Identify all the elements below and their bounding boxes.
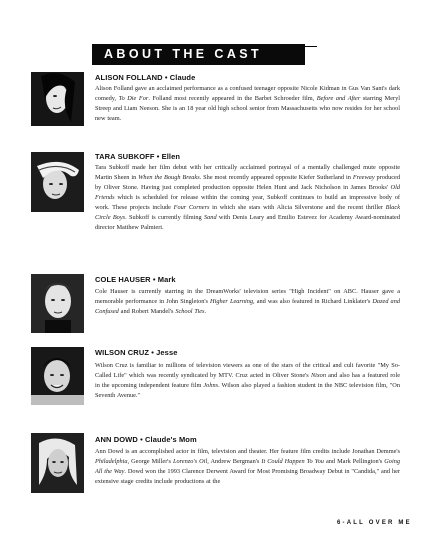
actor-bio [95,361,400,401]
bio-text: in which she stars with Alicia Silverstone and the recent thriller [209,204,386,211]
actor-bio [95,287,400,317]
name-separator: • [152,275,156,284]
bio-title: Sand [204,214,217,221]
headshot-photo [31,347,84,405]
actor-bio [95,447,400,487]
bio-title: Johns [203,382,219,389]
bio-title: Going All the Way [95,458,400,475]
bio-text: . Dowd won the 1993 Clarence Derwent Award for Most Promising Broadway Debut in "Candida," and her extensive stage credits include productions at the [95,468,400,485]
bio-title: Nixon [310,372,326,379]
actor-name: ANN DOWD [95,435,138,444]
character-name: Claude's Mom [145,435,197,444]
character-name: Ellen [161,152,181,161]
bio-text: produced by Oliver Stone. Having just completed production opposite Helen Hunt and Jack Nicholson in James Brooks' [95,174,400,191]
bio-text: , and was also featured in Richard Linklater's [253,298,373,305]
name-separator: • [151,348,154,357]
bio-text: starring Meryl Streep and Liam Neeson. She is an 18 year old high school senior from Massachusetts who now resides for her school new team. [95,95,400,122]
character-name: Jesse [156,348,178,357]
headshot-photo [31,274,84,333]
bio-title: Before and After [316,95,361,102]
name-separator: • [140,435,143,444]
bio-title: Philadelphia [95,458,128,465]
bio-text: which is scheduled for release within the coming year, Subkoff continues to build an impressive body of work. These projects include [95,194,400,211]
bio-text: Alison Folland gave an acclaimed performance as a confused teenager opposite Nicole Kidman in Gus Van Sant's dark comedy, [95,85,400,102]
bio-text: Wilson Cruz is familiar to millions of television viewers as one of the stars of the critical and cult favorite "My So-Called Life" which was recently syndicated by MTV. Cruz acted in Oliver Stone's [95,362,400,379]
bio-title: To Die For [118,95,149,102]
header-rule [305,46,317,47]
bio-text: and also has a featured role in the upcoming independent feature film [95,372,401,389]
headshot-photo [31,152,84,212]
headshot-photo [31,433,84,493]
character-name: Mark [157,275,176,284]
bio-text: , Andrew Bergman's [207,458,262,465]
name-separator: • [156,152,160,161]
actor-bio [95,163,400,233]
section-title: ABOUT THE CAST [104,47,263,61]
bio-title: Old Friends [95,184,400,201]
character-name: Claude [169,73,196,82]
actor-bio [95,84,400,124]
headshot-photo [31,72,84,126]
bio-title: Dazed and Confused [95,298,400,315]
bio-text: and Robert Mandel's [118,308,176,315]
section-title-bar [92,44,305,65]
bio-text: , George Miller's [127,458,173,465]
bio-title: School Ties [175,308,205,315]
page-footer: 6-ALL OVER ME [337,520,412,526]
actor-name: WILSON CRUZ [95,348,150,357]
cast-name-line [95,275,176,284]
bio-text: Ann Dowd is an accomplished actor in film, television and theater. Her feature film credits include Jonathan Demme's [95,448,400,455]
bio-title: It Could Happen To You [261,458,324,465]
actor-name: ALISON FOLLAND [95,73,163,82]
bio-text: Cole Hauser is currently starring in the DreamWorks' television series "High Incident" on ABC. Hauser gave a memorable performance in John Singleton's [95,288,400,305]
bio-title: When the Bough Breaks [138,174,200,181]
cast-name-line [95,348,177,357]
name-separator: • [164,73,168,82]
cast-name-line [95,73,195,82]
bio-text: Tara Subkoff made her film debut with her critically acclaimed portrayal of a mentally challenged mute opposite Martin Sheen in [95,164,400,181]
bio-text: and Mark Pellington's [323,458,385,465]
bio-title: Freeway [352,174,375,181]
cast-name-line [95,152,180,161]
bio-text: . She most recently appeared opposite Kiefer Sutherland in [199,174,353,181]
bio-text: . Subkoff is currently filming [125,214,204,221]
bio-text: . [204,308,207,315]
bio-text: . Folland most recently appeared in the Barbet Schroeder film, [148,95,317,102]
bio-title: Four Corners [173,204,210,211]
bio-text: . Wilson also played a fashion student in the NBC television film, "On Seventh Avenue." [95,382,400,399]
cast-name-line [95,435,197,444]
bio-title: Black Circle Boys [95,204,400,221]
actor-name: COLE HAUSER [95,275,151,284]
bio-text: with Denis Leary and Emilio Estevez for Academy Award-nominated director Matthew Palmieri. [95,214,401,231]
actor-name: TARA SUBKOFF [95,152,155,161]
bio-title: Higher Learning [210,298,254,305]
bio-title: Lorenzo's Oil [172,458,208,465]
